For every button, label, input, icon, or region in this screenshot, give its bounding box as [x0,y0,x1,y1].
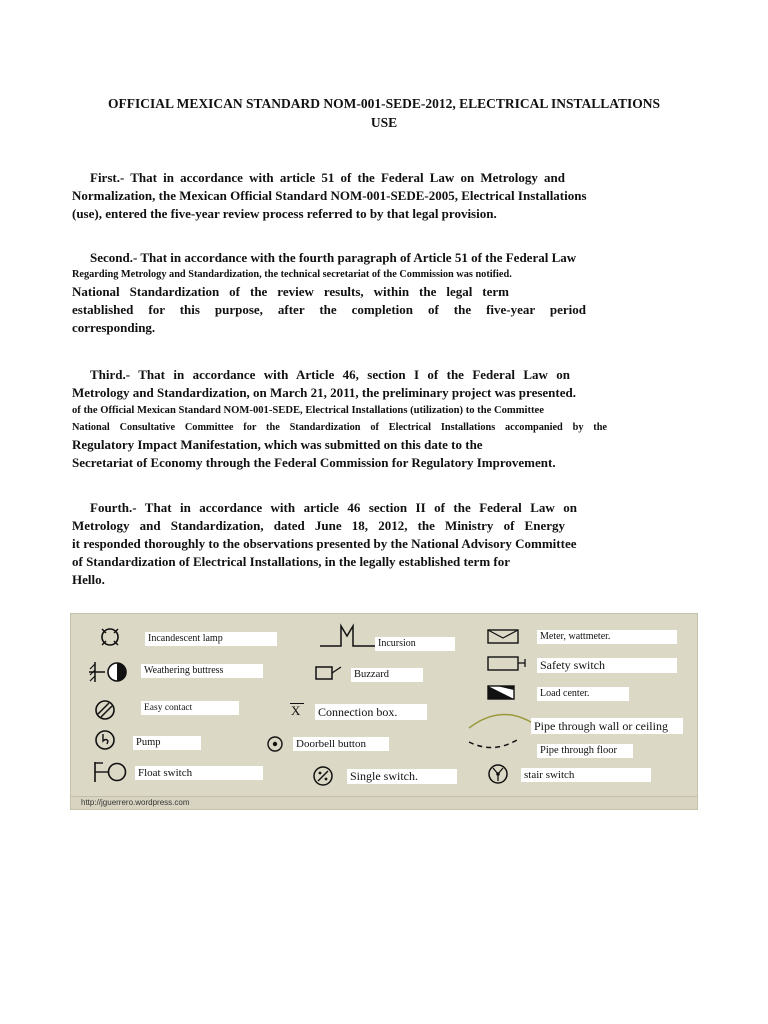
load-center-label: Load center. [537,687,629,701]
buzzard-icon [315,664,343,682]
paragraph-line: Regulatory Impact Manifestation, which was submitted on this date to the [72,437,483,452]
safety-switch-icon [487,655,529,673]
connection-box-mark: X [291,703,301,718]
paragraph-line: Fourth.- That in accordance with article 46 section II of the Federal Law on [90,500,577,515]
document-title [40,94,728,132]
paragraph-line: Second.- That in accordance with the fourth paragraph of Article 51 of the Federal Law [90,250,577,265]
load-center-icon [487,685,517,701]
connection-box-icon [290,703,306,719]
paragraph-line: National Consultative Committee for the Standardization of Electrical Installations accompanied by the [72,422,607,433]
symbol-legend-panel [70,613,698,810]
single-switch-icon [311,764,335,788]
paragraph-line: (use), entered the five-year review process referred to by that legal provision. [72,206,497,221]
float-switch-icon [91,759,131,785]
paragraph-line: Regarding Metrology and Standardization, the technical secretariat of the Commission was notified. [72,269,512,280]
incandescent-lamp-icon [95,624,125,650]
meter-wattmeter-icon [487,629,521,645]
weathering-buttress-icon [87,658,131,686]
paragraph-line: Secretariat of Economy through the Federal Commission for Regulatory Improvement. [72,455,556,470]
pump-icon [93,728,117,752]
safety-switch-label: Safety switch [537,658,677,673]
pipe-floor-icon [467,738,521,752]
paragraph-line: Hello. [72,572,105,587]
pipe-floor-label: Pipe through floor [537,744,633,758]
connection-box-label: Connection box. [315,704,427,720]
panel-footer [71,796,697,809]
paragraph-third [72,366,632,472]
paragraph-line: National Standardization of the review results, within the legal term [72,284,509,299]
pipe-wall-ceiling-label: Pipe through wall or ceiling [531,718,683,734]
title-line-1: OFFICIAL MEXICAN STANDARD NOM-001-SEDE-2012, ELECTRICAL INSTALLATIONS [107,96,661,111]
source-url: http://jguerrero.wordpress.com [81,798,190,807]
easy-contact-label: Easy contact [141,701,239,715]
paragraph-line: established for this purpose, after the completion of the five-year period [72,302,586,317]
paragraph-line: Third.- That in accordance with Article 46, section I of the Federal Law on [90,367,570,382]
paragraph-first [72,169,632,223]
paragraph-line: Metrology and Standardization, on March 21, 2011, the preliminary project was presented. [72,385,576,400]
stair-switch-label: stair switch [521,768,651,782]
paragraph-line: of Standardization of Electrical Installations, in the legally established term for [72,554,511,569]
paragraph-line: Normalization, the Mexican Official Standard NOM-001-SEDE-2005, Electrical Installations [72,188,587,203]
paragraph-line: corresponding. [72,320,156,335]
paragraph-line: Metrology and Standardization, dated June 18, 2012, the Ministry of Energy [72,518,565,533]
buzzard-label: Buzzard [351,668,423,682]
doorbell-button-icon [266,735,284,753]
incursion-label: Incursion [375,637,455,651]
float-switch-label: Float switch [135,766,263,780]
pump-label: Pump [133,736,201,750]
stair-switch-icon [486,762,510,786]
paragraph-second [72,249,632,337]
meter-wattmeter-label: Meter, wattmeter. [537,630,677,644]
title-line-2: USE [370,115,398,130]
paragraph-line: First.- That in accordance with article 51 of the Federal Law on Metrology and [90,170,565,185]
single-switch-label: Single switch. [347,769,457,784]
doorbell-button-label: Doorbell button [293,737,389,751]
paragraph-line: it responded thoroughly to the observations presented by the National Advisory Committee [72,536,577,551]
incandescent-lamp-label: Incandescent lamp [145,632,277,646]
paragraph-line: of the Official Mexican Standard NOM-001-SEDE, Electrical Installations (utilization) to the Committee [72,405,544,416]
weathering-buttress-label: Weathering buttress [141,664,263,678]
paragraph-fourth [72,499,632,589]
easy-contact-icon [93,698,117,722]
pipe-wall-ceiling-icon [467,708,541,732]
